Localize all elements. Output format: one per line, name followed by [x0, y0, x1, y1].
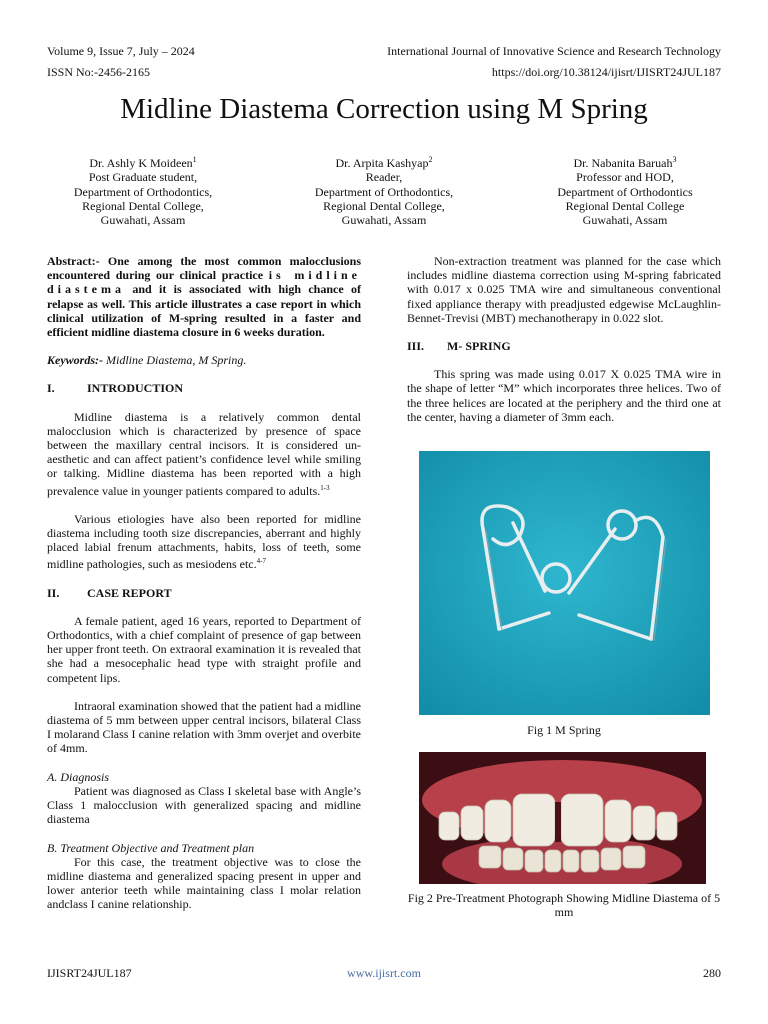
- author-sup: 2: [428, 155, 433, 164]
- author-affil: Professor and HOD,: [576, 170, 674, 185]
- author-affil: Post Graduate student,: [88, 170, 198, 185]
- author-affil: Department of Orthodontics: [557, 184, 693, 199]
- keywords: [47, 353, 361, 367]
- section-number: II.: [47, 585, 60, 600]
- author-affil: Guwahati, Assam: [582, 213, 668, 228]
- figure-pre-treatment: [419, 752, 706, 884]
- author-affil: Guwahati, Assam: [100, 213, 186, 228]
- author-sup: 1: [192, 155, 197, 164]
- footer-id: IJISRT24JUL187: [47, 966, 132, 980]
- figure-m-spring: [419, 451, 710, 715]
- page-number: 280: [703, 966, 721, 980]
- author-name: Dr. Ashly K Moideen: [89, 156, 193, 170]
- figure-2-caption: Fig 2 Pre-Treatment Photograph Showing Midline Diastema of 5 mm: [407, 891, 721, 919]
- keywords-label: Keywords:-: [47, 353, 103, 368]
- author-affil: Regional Dental College,: [82, 198, 204, 213]
- footer-website-link[interactable]: www.ijisrt.com: [347, 966, 421, 980]
- doi-link[interactable]: https://doi.org/10.38124/ijisrt/IJISRT24JUL187: [491, 65, 721, 79]
- left-column: [47, 254, 361, 912]
- paragraph: Patient was diagnosed as Class I skeletal base with Angle’s Class 1 malocclusion with generalized spacing and midline diastema: [47, 783, 361, 827]
- author-1: [38, 153, 248, 227]
- section-title: M- SPRING: [447, 339, 511, 354]
- author-name: Dr. Arpita Kashyap: [335, 156, 429, 170]
- right-column: [407, 254, 721, 424]
- author-name: Dr. Nabanita Baruah: [573, 156, 673, 170]
- paragraph: Intraoral examination showed that the patient had a midline diastema of 5 mm between upper central incisors, bilateral Class I molarand Class I canine relation with 3mm overjet and overbite of 4mm.: [47, 698, 361, 756]
- author-sup: 3: [672, 155, 677, 164]
- paragraph: For this case, the treatment objective was to close the midline diastema and generalized spacing present in upper and lower anterior teeth while maintaining class I molar relation andclass I canine relationship.: [47, 854, 361, 912]
- section-number: I.: [47, 381, 55, 396]
- author-affil: Department of Orthodontics,: [314, 184, 454, 199]
- paragraph: A female patient, aged 16 years, reported to Department of Orthodontics, with a chief complaint of presence of gap between her upper front teeth. On extraoral examination it is revealed that she had a mesocephalic head type with straight profile and competent lips.: [47, 613, 361, 685]
- pre-treatment-photo: [419, 752, 706, 884]
- paragraph: [47, 410, 361, 498]
- paragraph-text: Various etiologies have also been reported for midline diastema including tooth size discrepancies, aberrant and highly placed labial frenum attachments, habits, loss of teeth, some midline pathologies, such as mesiodens etc.: [47, 511, 361, 572]
- subsection-heading-treatment: B. Treatment Objective and Treatment plan: [47, 840, 255, 855]
- author-3: [520, 153, 730, 227]
- section-number: III.: [407, 339, 425, 354]
- author-affil: Reader,: [365, 170, 403, 185]
- section-heading-case-report: [47, 586, 361, 600]
- abstract-text: and it is associated with high chance of relapse as well. This article illustrates a case report in which clinical utilization of M-spring resulted in a faster and efficient midline diastema closure in 6 weeks duration.: [47, 282, 362, 340]
- citation: 4-7: [256, 557, 266, 566]
- m-spring-photo: [419, 451, 710, 715]
- author-affil: Regional Dental College: [565, 198, 685, 213]
- journal-name: International Journal of Innovative Science and Research Technology: [387, 44, 721, 58]
- section-title: CASE REPORT: [87, 585, 172, 600]
- paragraph-text: Midline diastema is a relatively common dental malocclusion which is characterized by presence of space between the maxillary central incisors. It is considered un-aesthetic and can affect patient’s confidence level while smiling or talking. Midline diastema has been reported with a high prevalence value in younger patients compared to adults.: [47, 409, 361, 498]
- abstract-text: diastema: [47, 282, 125, 297]
- section-heading-m-spring: [407, 339, 721, 353]
- author-affil: Regional Dental College,: [323, 198, 445, 213]
- abstract-text: is midline: [268, 268, 362, 283]
- paper-title: Midline Diastema Correction using M Spring: [120, 93, 648, 125]
- volume-info: Volume 9, Issue 7, July – 2024: [47, 44, 195, 58]
- keywords-text: Midline Diastema, M Spring.: [106, 353, 247, 368]
- issn: ISSN No:-2456-2165: [47, 65, 151, 79]
- section-heading-introduction: [47, 381, 361, 395]
- paragraph: [47, 512, 361, 572]
- abstract-text: One among the most common malocclusions encountered during our clinical practice: [47, 254, 362, 283]
- abstract: [47, 254, 361, 339]
- abstract-label: Abstract:-: [47, 254, 100, 268]
- citation: 1-3: [320, 483, 330, 492]
- author-2: [279, 153, 489, 227]
- author-affil: Department of Orthodontics,: [73, 184, 213, 199]
- author-affil: Guwahati, Assam: [341, 213, 427, 228]
- subsection-heading-diagnosis: A. Diagnosis: [47, 769, 110, 784]
- figure-1-caption: Fig 1 M Spring: [527, 723, 601, 737]
- paragraph: This spring was made using 0.017 X 0.025 TMA wire in the shape of letter “M” which incorporates three helices. Two of the three helices are located at the periphery and the third one at the center, having a diameter of 3mm each.: [407, 367, 721, 424]
- section-title: INTRODUCTION: [87, 381, 184, 396]
- paragraph: Non-extraction treatment was planned for the case which includes midline diastema correction using M-spring fabricated with 0.017 x 0.025 TMA wire and simultaneous conventional fixed appliance therapy with preadjusted edgewise McLaughlin-Bennet-Trevisi (MBT) mechanotherapy in 0.022 slot.: [407, 254, 721, 325]
